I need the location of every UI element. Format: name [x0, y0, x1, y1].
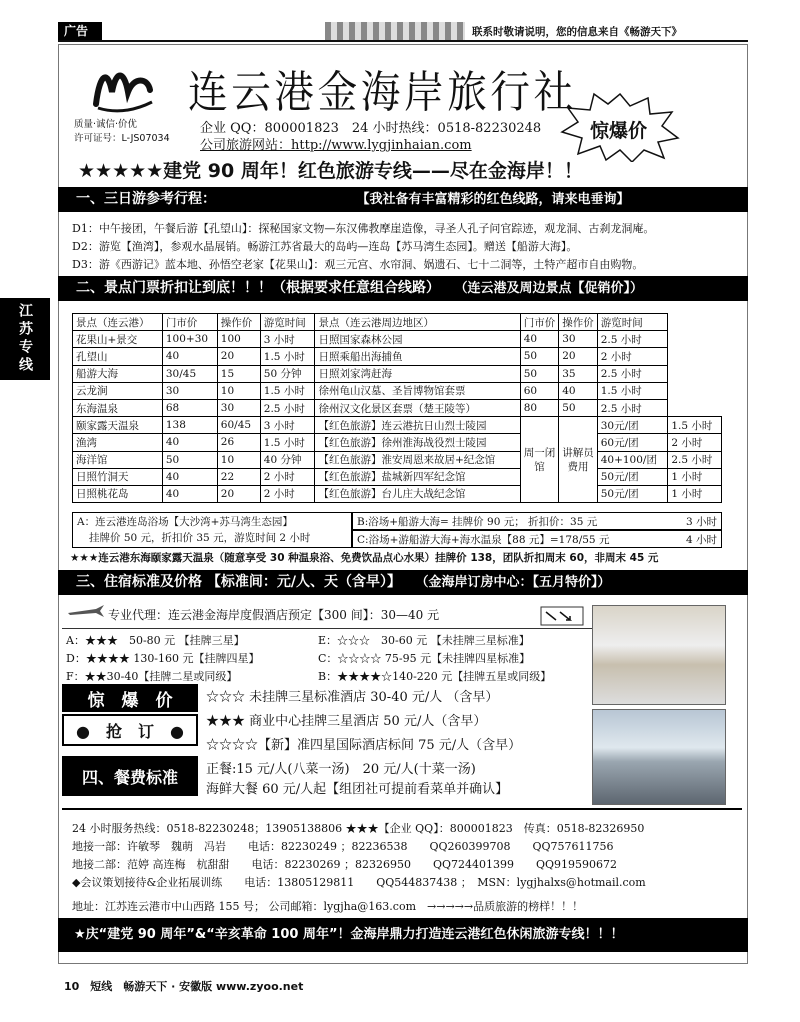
table-cell: 日照刘家湾赶海 [315, 365, 520, 382]
table-cell: 30/45 [162, 365, 217, 382]
table-cell: 孔望山 [73, 348, 163, 365]
table-cell: 日照乘船出海捕鱼 [315, 348, 520, 365]
table-row [73, 382, 722, 399]
hotel-grade-b: B：★★★★☆140-220 元【挂牌五星或同级】 [318, 670, 552, 683]
table-cell: 游览时间 [260, 314, 315, 331]
table-cell: 日照竹洞天 [73, 468, 163, 485]
meal-header: 四、餐费标准 [62, 756, 198, 796]
table-cell: 35 [559, 365, 598, 382]
company-logo-icon [90, 62, 158, 114]
table-cell: 40 [162, 348, 217, 365]
table-cell: 20 [217, 485, 260, 502]
table-cell: 船游大海 [73, 365, 163, 382]
combo-note-a: A：连云港连岛浴场【大沙湾+苏马湾生态园】 挂牌价 50 元，折扣价 35 元，游览时间 2 小时 [72, 512, 352, 548]
table-cell: 40 [162, 468, 217, 485]
main-slogan: ★★★★★建党 90 周年！红色旅游专线——尽在金海岸！！ [78, 160, 583, 182]
promo-burst-label: 惊爆价 [590, 120, 648, 142]
arrow-icon [540, 606, 584, 626]
table-cell: 花果山+景交 [73, 331, 163, 348]
airplane-icon [66, 603, 106, 621]
table-cell: 2.5 小时 [668, 451, 722, 468]
table-cell: 15 [217, 365, 260, 382]
table-cell: 【红色旅游】徐州淮海战役烈士陵园 [315, 434, 520, 451]
table-row [73, 451, 722, 468]
hotel-room-photo [592, 605, 726, 705]
itinerary-day1: D1：中午接团，午餐后游【孔望山】：探秘国家文物—东汉佛教摩崖造像，寻圣人孔子问官踪迹，观龙洞、古刹龙洞庵。 [72, 222, 655, 235]
table-cell: 10 [217, 382, 260, 399]
table-cell: 2.5 小时 [597, 331, 668, 348]
hotspring-line: ★★★连云港东海颐家露天温泉（随意享受 30 种温泉浴、免费饮品点心水果）挂牌价 138，团队折扣周末 60，非周末 45 元 [70, 552, 659, 564]
service-hotline: 24 小时服务热线：0518-82230248；13905138806 ★★★【企业 QQ】：800001823 传真：0518-82326950 [72, 822, 645, 835]
table-cell: 40+100/团 [597, 451, 668, 468]
table-cell: 操作价 [559, 314, 598, 331]
service-dept1: 地接一部：许敏琴 魏萌 冯岩 电话：82230249 ；82236538 QQ260399708 QQ757611756 [72, 840, 614, 853]
table-cell: 50 [559, 399, 598, 416]
table-cell: 2.5 小时 [597, 399, 668, 416]
table-cell: 门市价 [162, 314, 217, 331]
table-cell: 40 [162, 485, 217, 502]
table-cell: 【红色旅游】台儿庄大战纪念馆 [315, 485, 520, 502]
table-cell: 景点（连云港周边地区） [315, 314, 520, 331]
table-cell: 10 [217, 451, 260, 468]
table-cell: 1.5 小时 [260, 382, 315, 399]
table-cell: 2 小时 [260, 468, 315, 485]
table-cell: 渔湾 [73, 434, 163, 451]
table-cell: 50元/团 [597, 468, 668, 485]
table-cell: 东海温泉 [73, 399, 163, 416]
ad-tag: 广告 [58, 22, 102, 40]
side-tab: 江苏专线 [0, 298, 50, 380]
service-dept2: 地接二部：范婷 高连梅 杭甜甜 电话：82230269 ；82326950 QQ724401399 QQ919590672 [72, 858, 618, 871]
hotel-divider [62, 628, 592, 629]
table-cell: 日照国家森林公园 [315, 331, 520, 348]
hotel-grade-e: E：☆☆☆ 30-60 元 【未挂牌三星标准】 [318, 634, 530, 647]
table-cell: 50 [520, 365, 559, 382]
table-cell: 100 [217, 331, 260, 348]
table-header-row [73, 314, 722, 331]
section-tickets-header: 二、景点门票折扣让到底！！！（根据要求任意组合线路） （连云港及周边景点【促销价】） [58, 276, 748, 301]
service-address: 地址：江苏连云港市中山西路 155 号； 公司邮箱：lygjha@163.com →→→→→品质旅游的榜样！！！ [72, 900, 584, 913]
table-row [73, 348, 722, 365]
table-cell: 40 [520, 331, 559, 348]
company-website[interactable]: 公司旅游网站：http://www.lygjinhaian.com [200, 138, 472, 153]
table-cell: 30 [162, 382, 217, 399]
deal-2: ★★★ 商业中心挂牌三星酒店 50 元/人（含早） [206, 714, 487, 729]
itinerary-day3: D3：游《西游记》蓝本地、孙悟空老家【花果山】：观三元宫、水帘洞、娲遗石、七十二洞等，土特产超市自由购物。 [72, 258, 644, 271]
itinerary-day2: D2：游览【渔湾】，参观水晶展销。畅游江苏省最大的岛屿—连岛【苏马湾生态园】。赠送【船游大海】。 [72, 240, 578, 253]
deal-3: ☆☆☆☆【新】准四星国际酒店标间 75 元/人（含早） [206, 738, 522, 753]
deal-1: ☆☆☆ 未挂牌三星标准酒店 30-40 元/人 （含早） [206, 690, 499, 705]
table-cell: 60元/团 [597, 434, 668, 451]
table-cell: 1.5 小时 [260, 348, 315, 365]
table-cell: 80 [520, 399, 559, 416]
table-cell: 云龙涧 [73, 382, 163, 399]
hotel-grade-c: C：☆☆☆☆ 75-95 元【未挂牌四星标准】 [318, 652, 531, 665]
hotel-grade-d: D：★★★★ 130-160 元【挂牌四星】 [66, 652, 260, 665]
hotel-agent: 专业代理：连云港金海岸度假酒店预定【300 间】：30—40 元 [108, 608, 440, 622]
table-cell: 30 [559, 331, 598, 348]
meal-line-2: 海鲜大餐 60 元/人起【组团社可提前看菜单并确认】 [206, 782, 509, 797]
table-cell: 【红色旅游】淮安周恩来故居+纪念馆 [315, 451, 520, 468]
service-divider [62, 808, 742, 810]
source-note: 联系时敬请说明，您的信息来自《畅游天下》 [472, 26, 682, 38]
combo-note-b: B:浴场+船游大海= 挂牌价 90 元； 折扣价：35 元 3 小时 [352, 512, 722, 530]
table-cell: 1.5 小时 [597, 382, 668, 399]
table-cell: 50 分钟 [260, 365, 315, 382]
table-cell: 68 [162, 399, 217, 416]
table-cell: 【红色旅游】连云港抗日山烈士陵园 [315, 417, 520, 434]
company-contact: 企业 QQ：800001823 24 小时热线：0518-82230248 [200, 121, 542, 136]
table-cell: 22 [217, 468, 260, 485]
table-cell: 讲解员费用 [559, 417, 598, 503]
page-footer: 10 短线 畅游天下 · 安徽版 www.zyoo.net [64, 980, 304, 993]
table-cell: 2 小时 [260, 485, 315, 502]
table-cell: 50 [520, 348, 559, 365]
license-number: 许可证号：L-JS07034 [74, 133, 170, 144]
table-cell: 徐州龟山汉墓、圣旨博物馆套票 [315, 382, 520, 399]
bottom-slogan: ★庆“建党 90 周年”&“辛亥革命 100 周年”！金海岸鼎力打造连云港红色休闲旅游专线！！！ [58, 918, 748, 952]
grab-label: ● 抢 订 ● [62, 714, 198, 746]
table-cell: 20 [559, 348, 598, 365]
table-cell: 操作价 [217, 314, 260, 331]
table-cell: 100+30 [162, 331, 217, 348]
table-cell: 3 小时 [260, 331, 315, 348]
table-cell: 40 [559, 382, 598, 399]
table-cell: 2 小时 [597, 348, 668, 365]
table-cell: 1.5 小时 [668, 417, 722, 434]
table-cell: 40 [162, 434, 217, 451]
table-cell: 60/45 [217, 417, 260, 434]
table-cell: 2.5 小时 [260, 399, 315, 416]
table-cell: 颐家露天温泉 [73, 417, 163, 434]
table-row [73, 417, 722, 434]
table-cell: 26 [217, 434, 260, 451]
seaside-photo [592, 709, 726, 805]
table-cell: 30 [217, 399, 260, 416]
table-row [73, 468, 722, 485]
table-cell: 1 小时 [668, 468, 722, 485]
service-meeting: ◆会议策划接待&企业拓展训练 电话：13805129811 QQ544837438 ； MSN：lygjhalxs@hotmail.com [72, 876, 646, 889]
table-cell: 3 小时 [260, 417, 315, 434]
table-cell: 60 [520, 382, 559, 399]
table-cell: 【红色旅游】盐城新四军纪念馆 [315, 468, 520, 485]
hotel-grade-f: F：★★30-40【挂牌二星或同级】 [66, 670, 238, 683]
meal-line-1: 正餐:15 元/人(八菜一汤) 20 元/人(十菜一汤) [206, 762, 476, 777]
table-cell: 2.5 小时 [597, 365, 668, 382]
table-cell: 50 [162, 451, 217, 468]
table-cell: 周一闭馆 [520, 417, 559, 503]
checker-pattern [325, 22, 465, 40]
table-row [73, 485, 722, 502]
table-row [73, 331, 722, 348]
table-cell: 2 小时 [668, 434, 722, 451]
table-cell: 20 [217, 348, 260, 365]
company-tagline: 质量·诚信·价优 [74, 119, 138, 130]
table-row [73, 434, 722, 451]
ticket-table [72, 313, 722, 503]
table-cell: 门市价 [520, 314, 559, 331]
table-cell: 30元/团 [597, 417, 668, 434]
table-row [73, 399, 722, 416]
table-cell: 日照桃花岛 [73, 485, 163, 502]
promo-label: 惊 爆 价 [62, 684, 198, 712]
table-cell: 景点（连云港） [73, 314, 163, 331]
section-itinerary-header: 一、三日游参考行程： 【我社备有丰富精彩的红色线路，请来电垂询】 [58, 187, 748, 212]
table-cell: 1.5 小时 [260, 434, 315, 451]
table-cell: 138 [162, 417, 217, 434]
table-cell: 50元/团 [597, 485, 668, 502]
section-hotel-header: 三、住宿标准及价格 【标准间：元/人、天（含早）】 （金海岸订房中心：【五月特价】） [58, 570, 748, 595]
table-row [73, 365, 722, 382]
company-name: 连云港金海岸旅行社 [188, 67, 577, 118]
table-cell: 1 小时 [668, 485, 722, 502]
hotel-grade-a: A：★★★ 50-80 元 【挂牌三星】 [66, 634, 245, 647]
table-cell: 40 分钟 [260, 451, 315, 468]
table-cell: 海洋馆 [73, 451, 163, 468]
combo-note-c: C:浴场+游船游大海+海水温泉【88 元】=178/55 元 4 小时 [352, 530, 722, 548]
table-cell: 徐州汉文化景区套票（楚王陵等） [315, 399, 520, 416]
table-cell: 游览时间 [597, 314, 668, 331]
